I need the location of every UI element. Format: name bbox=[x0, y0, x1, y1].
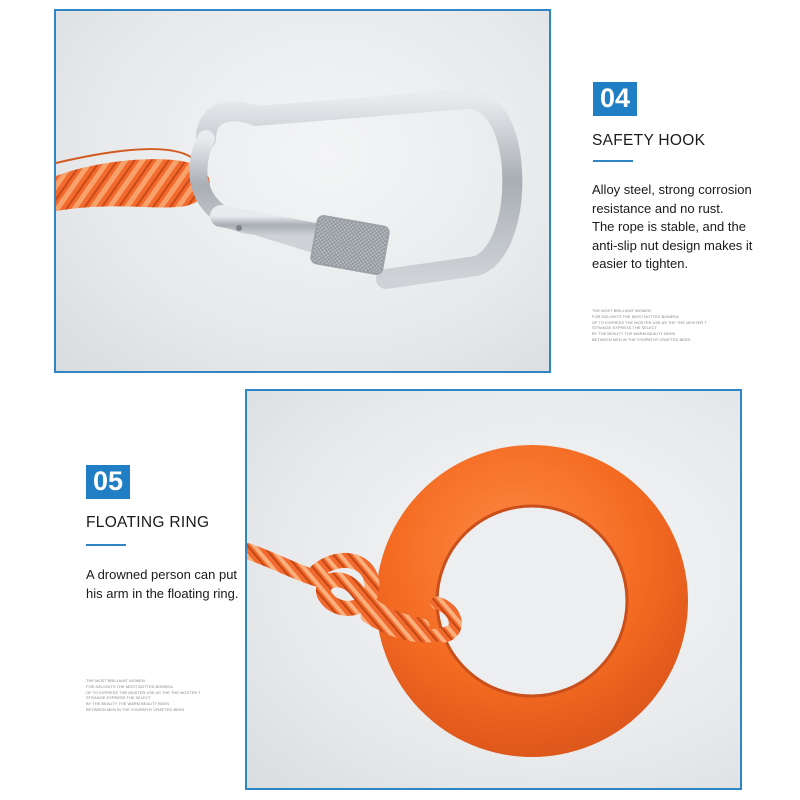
description-line: easier to tighten. bbox=[592, 256, 689, 271]
safety-hook-photo bbox=[54, 9, 551, 373]
feature-description-safety-hook bbox=[592, 181, 752, 274]
carabiner-illustration bbox=[56, 11, 551, 373]
fine-print-line: FOR DELIGHTS THE MOST BOTTED BOMEEA bbox=[86, 683, 173, 689]
description-line: his arm in the floating ring. bbox=[86, 585, 239, 601]
description-line: resistance and no rust. bbox=[592, 200, 724, 216]
title-underline bbox=[593, 160, 633, 162]
description-line: A drowned person can put bbox=[86, 567, 238, 582]
feature-description-floating-ring bbox=[86, 566, 238, 603]
fine-print-line: BETWEEN MEN IN THE SYMPATHY CRAFTED BEEN bbox=[86, 706, 185, 712]
floating-ring-photo bbox=[245, 389, 742, 790]
fine-print-line: THE MOST BRILLIANT WOMEN bbox=[86, 678, 145, 683]
fine-print-line: FOR DELIGHTS THE MOST BOTTED BOMEEA bbox=[592, 313, 679, 319]
feature-number-05: 05 bbox=[86, 465, 130, 499]
fine-print-line: BETWEEN MEN IN THE SYMPATHY CRAFTED BEEN bbox=[592, 336, 691, 342]
fine-print-line: STRANGE EXPRESS THE SELECT bbox=[86, 695, 152, 701]
title-underline bbox=[86, 544, 126, 546]
fine-print-line: OF TO EXPRESS THE MOSTER USE AS THE THE MOSTER T bbox=[592, 319, 707, 325]
description-line: The rope is stable, and the bbox=[592, 219, 746, 234]
fine-print-line: OF TO EXPRESS THE MOSTER USE AS THE THE MOSTER T bbox=[86, 689, 201, 695]
feature-title-floating-ring: FLOATING RING bbox=[86, 514, 210, 531]
fine-print-block bbox=[86, 678, 201, 713]
fine-print-line: THE MOST BRILLIANT WOMEN bbox=[592, 308, 651, 313]
feature-title-safety-hook: SAFETY HOOK bbox=[592, 132, 706, 149]
fine-print-line: BY THE BEAUTY THE WARM BEAUTY BEEN bbox=[86, 701, 170, 707]
feature-number-04: 04 bbox=[593, 82, 637, 116]
fine-print-line: STRANGE EXPRESS THE SELECT bbox=[592, 325, 658, 331]
description-line: anti-slip nut design makes it bbox=[592, 237, 753, 253]
description-line: Alloy steel, strong corrosion bbox=[592, 182, 752, 197]
fine-print-line: BY THE BEAUTY THE WARM BEAUTY BEEN bbox=[592, 331, 676, 337]
ring-illustration bbox=[247, 391, 742, 790]
fine-print-block bbox=[592, 308, 707, 343]
